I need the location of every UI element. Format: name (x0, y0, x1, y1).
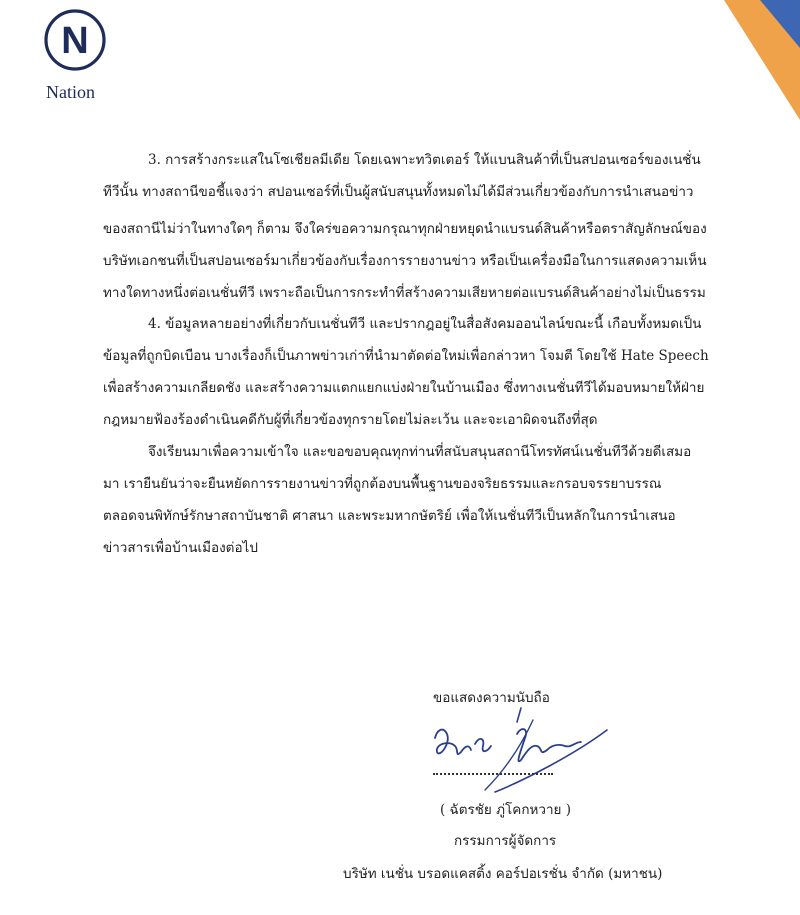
company-name: บริษัท เนชั่น บรอดแคสติ้ง คอร์ปอเรชั่น จำกัด (มหาชน) (343, 866, 663, 882)
body-line-9: กฎหมายฟ้องร้องดำเนินคดีกับผู้ที่เกี่ยวข้องทุกรายโดยไม่ละเว้น และจะเอาผิดจนถึงที่สุด (103, 412, 598, 428)
closing-regards: ขอแสดงความนับถือ (433, 690, 550, 706)
body-line-4: บริษัทเอกชนที่เป็นสปอนเซอร์มาเกี่ยวข้องกับเรื่องการรายงานข่าว หรือเป็นเครื่องมือในการแสดงความเห็น (103, 253, 707, 269)
handwritten-signature (425, 700, 635, 800)
body-line-3: ของสถานีไม่ว่าในทางใดๆ ก็ตาม จึงใคร่ขอความกรุณาทุกฝ่ายหยุดนำแบรนด์สินค้าหรือตราสัญลักษณ์ของ (103, 221, 707, 237)
body-line-13: ข่าวสารเพื่อบ้านเมืองต่อไป (103, 540, 258, 556)
signature-line (433, 773, 553, 775)
nation-logo-mark (43, 8, 107, 72)
signer-position: กรรมการผู้จัดการ (454, 833, 557, 849)
body-line-12: ตลอดจนพิทักษ์รักษาสถาบันชาติ ศาสนา และพระมหากษัตริย์ เพื่อให้เนชั่นทีวีเป็นหลักในการนำเสนอ (103, 508, 676, 524)
svg-text:N: N (61, 20, 89, 62)
body-line-11: มา เรายืนยันว่าจะยืนหยัดการรายงานข่าวที่ถูกต้องบนพื้นฐานของจริยธรรมและกรอบจรรยาบรรณ (103, 476, 662, 492)
body-line-10: จึงเรียนมาเพื่อความเข้าใจ และขอขอบคุณทุกท่านที่สนับสนุนสถานีโทรทัศน์เนชั่นทีวีด้วยดีเสมอ (148, 444, 692, 460)
corner-decoration (710, 0, 800, 120)
body-line-7: ข้อมูลที่ถูกบิดเบือน บางเรื่องก็เป็นภาพข่าวเก่าที่นำมาตัดต่อใหม่เพื่อกล่าวหา โจมตี โดยใช้ Hate Speech (103, 348, 709, 364)
body-line-1: 3. การสร้างกระแสในโซเชียลมีเดีย โดยเฉพาะทวิตเตอร์ ให้แบนสินค้าที่เป็นสปอนเซอร์ของเนชั่น (148, 152, 701, 168)
body-line-5: ทางใดทางหนึ่งต่อเนชั่นทีวี เพราะถือเป็นการกระทำที่สร้างความเสียหายต่อแบรนด์สินค้าอย่างไม่เป็นธรรม (103, 285, 706, 301)
body-line-2: ทีวีนั้น ทางสถานีขอชี้แจงว่า สปอนเซอร์ที่เป็นผู้สนับสนุนทั้งหมดไม่ได้มีส่วนเกี่ยวข้องกับการนำเสนอข่าว (103, 184, 694, 200)
signer-name: ( ฉัตรชัย ภู่โคกหวาย ) (440, 802, 572, 818)
nation-logo-wordmark: Nation (46, 82, 95, 102)
body-line-8: เพื่อสร้างความเกลียดชัง และสร้างความแตกแยกแบ่งฝ่ายในบ้านเมือง ซึ่งทางเนชั่นทีวีได้มอบหมายให้ฝ่าย (103, 380, 705, 396)
body-line-6: 4. ข้อมูลหลายอย่างที่เกี่ยวกับเนชั่นทีวี และปรากฎอยู่ในสื่อสังคมออนไลน์ขณะนี้ เกือบทั้งหมดเป็น (148, 316, 702, 332)
